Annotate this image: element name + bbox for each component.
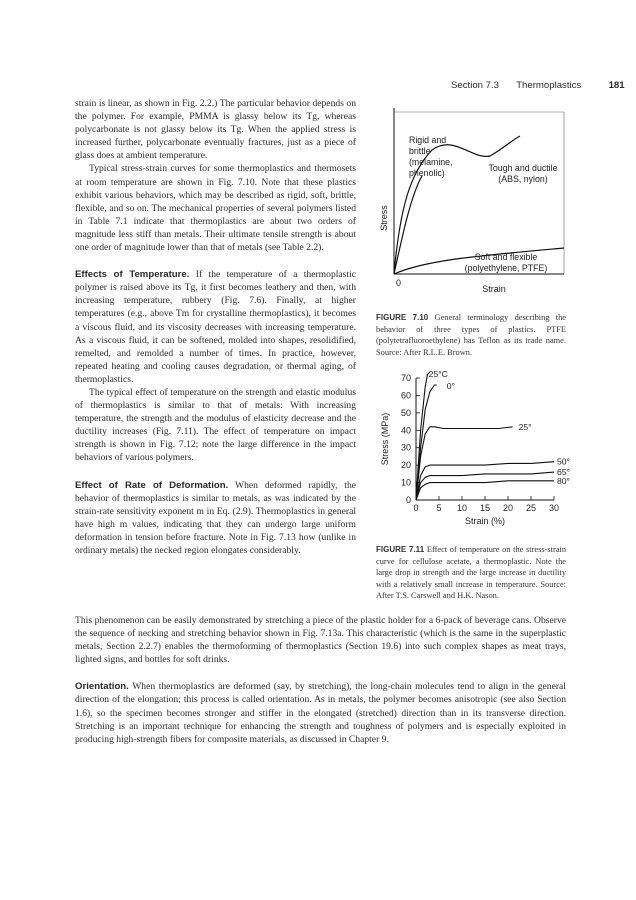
tough-label-line1: Tough and ductile — [488, 163, 558, 173]
x-tick-label: 15 — [479, 503, 491, 513]
y-tick-label: 0 — [405, 495, 411, 505]
rigid-label-line2: brittle — [409, 146, 431, 156]
figure-7-11-caption — [376, 544, 566, 602]
series-label: 25° — [518, 421, 532, 432]
x-tick-label: 0 — [413, 503, 419, 513]
x-tick-label: 30 — [548, 503, 560, 513]
figure-7-11-chart — [376, 368, 576, 538]
x-tick-label: 20 — [502, 503, 514, 513]
figure-7-11-label: FIGURE 7.11 — [376, 545, 425, 554]
x-tick-label: 25 — [525, 503, 537, 513]
series-label: 65° — [557, 467, 570, 478]
series-label: 50° — [557, 456, 570, 467]
fullwidth-text — [75, 614, 566, 746]
rigid-label-line3: (melamine, — [409, 157, 453, 167]
figure-7-10-diagram — [376, 98, 576, 306]
figure-7-11-caption-text: Effect of temperature on the stress-strain curve for cellulose acetate, a thermoplastic. Note the large drop in strength and the large increase in ductility with a relatively small increase in temperature. Source: After T.S. Carswell and H.K. Nason. — [376, 545, 567, 601]
figure-7-10-caption — [376, 312, 566, 358]
paragraph-typical-curves: Typical stress-strain curves for some thermoplastics and thermosets at room temperature are shown in Fig. 7.10. Note that these plastics exhibit various behaviors, which may be described as rigid, soft, brittle, flexible, and so on. The mechanical properties of several polymers listed in Table 7.1 indicate that thermoplastics are about two orders of magnitude less stiff than metals. Their ultimate tensile strength is about one order of magnitude lower than that of metals (see Table 2.2). — [75, 163, 356, 254]
paragraph-temperature-text: If the temperature of a thermoplastic polymer is raised above its Tg, it first becomes leathery and then, with increasing temperature, rubbery (Fig. 7.6). Finally, at higher temperatures (e.g., above Tm for crystalline thermoplastics), it becomes a viscous fluid, and its viscosity decreases with increasing temperature. As a viscous fluid, it can be softened, molded into shapes, resolidified, remelted, and remolded a number of times. In practice, however, repeated heating and cooling causes degradation, or thermal aging, of thermoplastics. — [75, 269, 356, 385]
page-number: 181 — [608, 80, 625, 91]
paragraph-stress-strain-intro: strain is linear, as shown in Fig. 2.2.) The particular behavior depends on the polymer. For example, PMMA is glassy below its Tg, whereas polycarbonate is not glassy below its Tg. When the applied stress is increased further, polycarbonate eventually fractures, just as a piece of glass does at ambient temperature. — [75, 98, 356, 162]
y-tick-label: 60 — [400, 390, 411, 401]
series-label: 0° — [446, 380, 455, 391]
heading-orientation: Orientation. — [75, 681, 129, 693]
paragraph-rate — [75, 479, 356, 558]
series-label: -25°C — [425, 369, 448, 379]
y-tick-label: 40 — [400, 425, 411, 436]
series-label: 80° — [557, 475, 570, 486]
rigid-brittle-curve — [394, 176, 422, 274]
paragraph-rate-continued: This phenomenon can be easily demonstrated by stretching a piece of the plastic holder for a 6-pack of beverage cans. Observe the sequence of necking and stretching behavior shown in Fig. 7.13a. This characteristic (which is the same in the superplastic metals, Section 2.2.7) enables the thermoforming of thermoplastics (Section 19.6) into such complex shapes as meat trays, lighted signs, and bottles for soft drinks. — [75, 615, 566, 666]
y-tick-label: 70 — [400, 373, 411, 383]
paragraph-orientation — [75, 680, 566, 745]
paragraph-temperature-strength: The typical effect of temperature on the strength and elastic modulus of thermoplastics is similar to that of metals: With increasing temperature, the strength and the modulus of elasticity decrease and the ductility increases (Fig. 7.11). The effect of temperature on impact strength is shown in Fig. 7.12; note the large difference in the impact behaviors of various polymers. — [75, 386, 356, 464]
figure-7-10-caption-text: General terminology describing the behavior of three types of plastics. PTFE (polytetrafluoroethylene) has Teflon as its trade name. Source: After R.L.E. Brown. — [376, 313, 567, 357]
soft-label-line2: (polyethylene, PTFE) — [464, 263, 548, 273]
paragraph-orientation-text: When thermoplastics are deformed (say, by stretching), the long-chain molecules tend to align in the general direction of the elongation; this process is called orientation. As in metals, the polymer becomes anisotropic (see also Section 1.6), so the specimen becomes stronger and stiffer in the elongated (stretched) direction than in its transverse direction. Stretching is an important technique for enhancing the strength and toughness of polymers and is especially exploited in producing high-strength fibers for composite materials, as discussed in Chapter 9. — [75, 681, 566, 745]
series-line — [416, 472, 554, 500]
fig711-ylabel: Stress (MPa) — [380, 412, 390, 466]
running-header — [451, 80, 625, 91]
header-section: Section 7.3 — [451, 80, 500, 91]
left-column-text — [75, 97, 356, 557]
paragraph-rate-text: When deformed rapidly, the behavior of thermoplastics is similar to metals, as was indicated by the strain-rate sensitivity exponent m in Eq. (2.9). Thermoplastics in general have high m values, indicating that they can undergo large uniform deformation in tension before fracture. Note in Fig. 7.13 how (unlike in ordinary metals) the necked region elongates considerably. — [75, 479, 357, 556]
rigid-label-line1: Rigid and — [409, 135, 447, 145]
y-tick-label: 30 — [400, 442, 411, 453]
y-tick-label: 20 — [400, 460, 411, 471]
x-tick-label: 10 — [456, 503, 468, 513]
fig710-ylabel: Stress — [379, 205, 389, 231]
fig710-xlabel: Strain — [482, 284, 506, 294]
soft-label-line1: Soft and flexible — [474, 252, 538, 262]
tough-label-line2: (ABS, nylon) — [498, 174, 548, 184]
series-line — [416, 427, 513, 500]
fig710-origin: 0 — [396, 278, 402, 288]
paragraph-temperature — [75, 268, 356, 386]
heading-effects-of-temperature: Effects of Temperature. — [75, 269, 190, 281]
y-tick-label: 10 — [400, 477, 411, 488]
heading-rate-of-deformation: Effect of Rate of Deformation. — [75, 479, 229, 491]
header-topic: Thermoplastics — [516, 80, 582, 91]
x-tick-label: 5 — [436, 503, 442, 513]
y-tick-label: 50 — [400, 407, 411, 418]
figure-7-10-label: FIGURE 7.10 — [376, 313, 429, 322]
fig711-xlabel: Strain (%) — [464, 516, 506, 526]
rigid-label-line4: phenolic) — [409, 168, 445, 178]
